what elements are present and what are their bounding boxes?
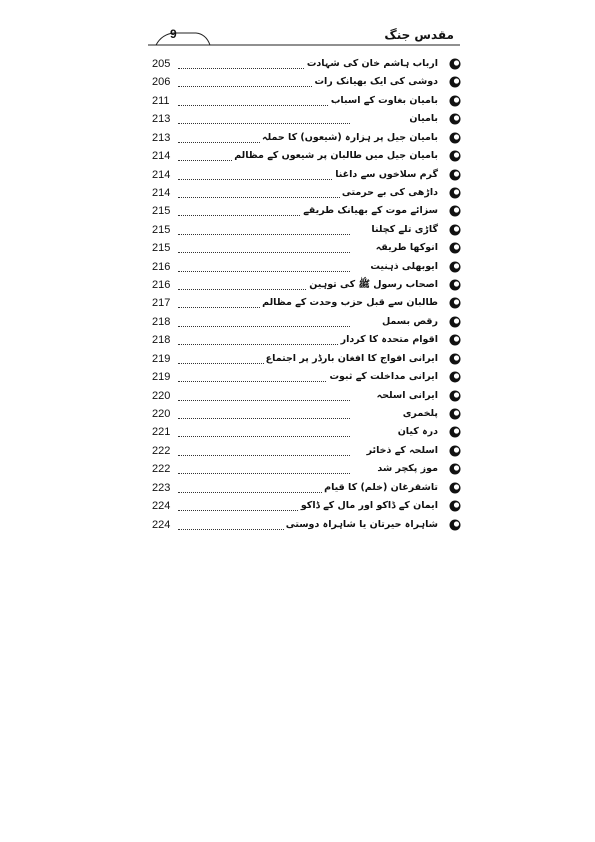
dot-leader <box>178 473 350 474</box>
round-bullet-icon <box>448 315 462 329</box>
round-bullet-icon <box>448 462 462 476</box>
toc-title: پلخمری <box>402 408 438 420</box>
toc-entry[interactable] <box>152 276 462 294</box>
toc-page-number: 224 <box>152 500 171 513</box>
toc-title: ایرانی افواج کا افغان بارڈر پر اجتماع <box>265 352 438 364</box>
toc-entry[interactable] <box>152 184 462 202</box>
dot-leader <box>178 344 350 345</box>
round-bullet-icon <box>448 241 462 255</box>
dot-leader <box>178 234 350 235</box>
round-bullet-icon <box>448 518 462 532</box>
toc-entry[interactable] <box>152 73 462 91</box>
dot-leader <box>178 418 350 419</box>
toc-entry[interactable] <box>152 166 462 184</box>
dot-leader <box>178 400 350 401</box>
toc-entry[interactable] <box>152 497 462 515</box>
toc-title: دوشی کی ایک بھیانک رات <box>314 76 438 88</box>
toc-page-number: 220 <box>152 408 171 421</box>
toc-title: اقوام متحدہ کا کردار <box>340 334 438 346</box>
toc-page-number: 211 <box>152 94 170 107</box>
toc-page-number: 205 <box>152 58 171 70</box>
round-bullet-icon <box>448 168 462 182</box>
round-bullet-icon <box>448 389 462 403</box>
toc-page-number: 215 <box>152 242 171 255</box>
toc-page-number: 217 <box>152 297 171 310</box>
toc-title: طالبان سے قبل حزب وحدت کے مظالم <box>262 297 438 309</box>
toc-title: ارباب ہاشم خان کی شہادت <box>306 58 438 69</box>
toc-title: رقص بسمل <box>381 315 438 327</box>
toc-page-number: 216 <box>152 260 171 273</box>
toc-entry[interactable] <box>152 294 462 312</box>
page-header <box>148 24 460 50</box>
page-number: 9 <box>170 27 177 41</box>
round-bullet-icon <box>448 407 462 421</box>
toc-page-number: 213 <box>152 113 171 126</box>
toc-page-number: 219 <box>152 352 171 365</box>
toc-entry[interactable] <box>152 442 462 460</box>
toc-title: انوکھا طریقہ <box>375 242 438 254</box>
toc-entry[interactable] <box>152 350 462 368</box>
round-bullet-icon <box>448 223 462 237</box>
toc-page-number: 218 <box>152 315 171 328</box>
toc-entry[interactable] <box>152 423 462 441</box>
dot-leader <box>178 455 350 456</box>
round-bullet-icon <box>448 149 462 163</box>
round-bullet-icon <box>448 94 462 108</box>
round-bullet-icon <box>448 131 462 145</box>
toc-entry[interactable] <box>152 405 462 423</box>
toc-page-number: 222 <box>152 444 171 457</box>
dot-leader <box>178 179 350 180</box>
round-bullet-icon <box>448 425 462 439</box>
dot-leader <box>178 271 350 272</box>
round-bullet-icon <box>448 296 462 310</box>
toc-page-number: 221 <box>152 426 171 439</box>
toc-title: گرم سلاخوں سے داغنا <box>335 168 438 180</box>
toc-entry[interactable] <box>152 129 462 147</box>
toc-entry[interactable] <box>152 239 462 257</box>
toc-entry[interactable] <box>152 368 462 386</box>
toc-page-number: 214 <box>152 186 171 199</box>
round-bullet-icon <box>448 57 462 71</box>
dot-leader <box>178 197 350 198</box>
round-bullet-icon <box>448 260 462 274</box>
toc-title: بامیان بغاوت کے اسباب <box>330 94 438 106</box>
toc-title: ایرانی اسلحہ <box>376 389 438 401</box>
round-bullet-icon <box>448 278 462 292</box>
dot-leader <box>178 123 350 124</box>
round-bullet-icon <box>448 499 462 513</box>
toc-entry[interactable] <box>152 147 462 165</box>
toc-title: اصحاب رسول ﷺ کی توہین <box>309 279 438 291</box>
toc-entry[interactable] <box>152 387 462 405</box>
dot-leader <box>178 436 350 437</box>
toc-page-number: 218 <box>152 334 171 347</box>
toc-page-number: 206 <box>152 76 171 89</box>
toc-page-number: 219 <box>152 371 171 384</box>
toc-entry[interactable] <box>152 221 462 239</box>
toc-entry[interactable] <box>152 202 462 220</box>
toc-page-number: 215 <box>152 205 171 218</box>
toc-title: بامیان <box>409 113 438 125</box>
running-header-title: مقدس جنگ <box>384 28 454 42</box>
toc-title: بامیان جیل میں طالبان پر شیعوں کے مظالم <box>234 150 438 162</box>
toc-entry[interactable] <box>152 460 462 478</box>
toc-page-number: 213 <box>152 131 171 144</box>
dot-leader <box>178 381 350 382</box>
toc-title: داڑھی کی بے حرمتی <box>341 186 438 198</box>
round-bullet-icon <box>448 333 462 347</box>
round-bullet-icon <box>448 186 462 200</box>
dot-leader <box>178 252 350 253</box>
toc-page-number: 215 <box>152 223 171 236</box>
round-bullet-icon <box>448 352 462 366</box>
toc-title: سزائے موت کے بھیانک طریقے <box>303 205 438 217</box>
round-bullet-icon <box>448 444 462 458</box>
toc-title: موز پکچر شد <box>377 463 438 475</box>
round-bullet-icon <box>448 204 462 218</box>
toc-page-number: 214 <box>152 168 171 181</box>
toc-entry[interactable] <box>152 516 462 534</box>
toc-title: تاشقرغان (خلم) کا قیام <box>324 481 438 493</box>
toc-entry[interactable] <box>152 258 462 276</box>
toc-title: ایمان کے ڈاکو اور مال کے ڈاکو <box>300 500 438 512</box>
toc-page-number: 224 <box>152 518 171 531</box>
toc-page-number: 216 <box>152 279 171 292</box>
toc-title: شاہراہ حیرتان یا شاہراہ دوستی <box>285 518 438 530</box>
toc-entry[interactable] <box>152 313 462 331</box>
toc-title: ایوبھلی ذہنیت <box>370 260 438 272</box>
table-of-contents <box>152 55 462 534</box>
round-bullet-icon <box>448 112 462 126</box>
round-bullet-icon <box>448 75 462 89</box>
toc-entry[interactable] <box>152 110 462 128</box>
round-bullet-icon <box>448 481 462 495</box>
round-bullet-icon <box>448 370 462 384</box>
toc-page-number: 220 <box>152 389 171 402</box>
dot-leader <box>178 326 350 327</box>
toc-title: بامیان جیل پر ہزارہ (شیعوں) کا حملہ <box>262 131 438 143</box>
toc-entry[interactable] <box>152 331 462 349</box>
dot-leader <box>178 105 350 106</box>
toc-title: درہ کیان <box>397 426 438 438</box>
toc-page-number: 222 <box>152 463 171 476</box>
toc-page-number: 223 <box>152 481 171 494</box>
toc-entry[interactable] <box>152 55 462 73</box>
toc-page-number: 214 <box>152 150 171 163</box>
toc-title: اسلحہ کے ذخائر <box>366 444 438 456</box>
toc-entry[interactable] <box>152 479 462 497</box>
toc-title: ایرانی مداخلت کے ثبوت <box>329 371 438 383</box>
toc-title: گاڑی تلے کچلنا <box>371 223 438 235</box>
toc-entry[interactable] <box>152 92 462 110</box>
